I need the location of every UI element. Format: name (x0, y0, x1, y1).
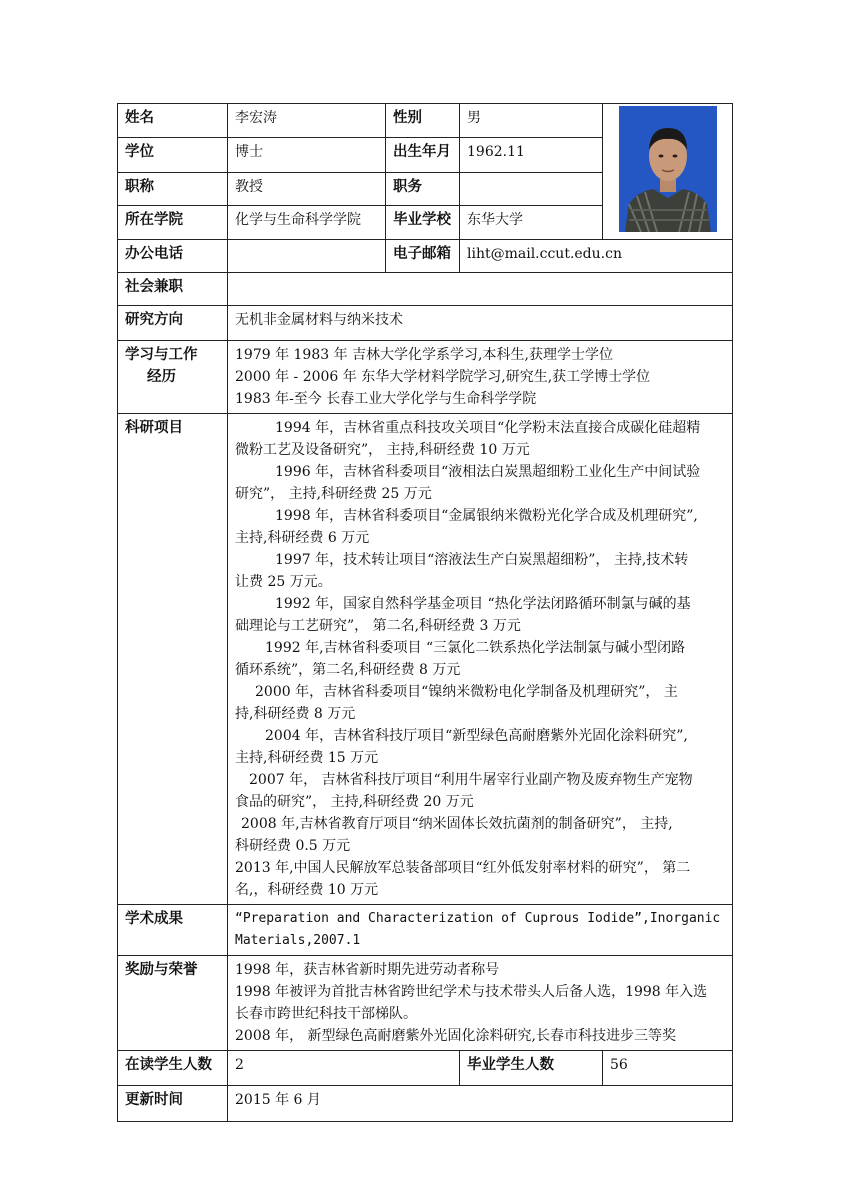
gender-label: 性别 (386, 104, 460, 138)
project-line: 础理论与工艺研究”， 第二名,科研经费 3 万元 (235, 618, 521, 634)
project-line: 循环系统”，第二名,科研经费 8 万元 (235, 662, 461, 678)
project-line: 科研经费 0.5 万元 (235, 838, 351, 854)
portrait-icon (619, 106, 717, 232)
project-line: 1998 年，吉林省科委项目“金属银纳米微粉光化学合成及机理研究”, (275, 508, 698, 524)
school-label: 毕业学校 (386, 205, 460, 239)
current-students-value: 2 (228, 1051, 460, 1086)
education-line: 1983 年-至今 长春工业大学化学与生命科学学院 (235, 391, 537, 407)
education-label-line1: 学习与工作 (125, 347, 198, 363)
project-line: 2004 年，吉林省科技厅项目“新型绿色高耐磨紫外光固化涂料研究”, (265, 728, 688, 744)
achievement-line: “Preparation and Characterization of Cuprous Iodide”,Inorganic (235, 911, 721, 926)
portrait-photo (619, 106, 717, 232)
project-line: 2008 年,吉林省教育厅项目“纳米固体长效抗菌剂的制备研究”， 主持, (241, 816, 673, 832)
phone-label: 办公电话 (118, 240, 228, 273)
education-content (228, 341, 733, 414)
project-line: 主持,科研经费 6 万元 (235, 530, 370, 546)
graduated-students-value: 56 (603, 1051, 733, 1086)
project-line: 2013 年,中国人民解放军总装备部项目“红外低发射率材料的研究”， 第二 (235, 860, 691, 876)
degree-value: 博士 (228, 138, 386, 172)
photo-cell (603, 104, 733, 240)
college-label: 所在学院 (118, 205, 228, 239)
project-line: 1997 年，技术转让项目“溶液法生产白炭黑超细粉”， 主持,技术转 (275, 552, 689, 568)
achievement-line: Materials,2007.1 (235, 933, 361, 948)
degree-label: 学位 (118, 138, 228, 172)
email-label: 电子邮箱 (386, 240, 460, 273)
project-line: 主持,科研经费 15 万元 (235, 750, 379, 766)
projects-label: 科研项目 (118, 414, 228, 905)
social-label: 社会兼职 (118, 273, 228, 306)
update-time-value: 2015 年 6 月 (228, 1086, 733, 1122)
birth-value: 1962.11 (460, 138, 603, 172)
gender-value: 男 (460, 104, 603, 138)
birth-label: 出生年月 (386, 138, 460, 172)
title-label: 职称 (118, 172, 228, 205)
project-line: 1996 年，吉林省科委项目“液相法白炭黑超细粉工业化生产中间试验 (275, 464, 701, 480)
education-label-line2: 经历 (147, 369, 176, 385)
award-line: 1998 年，获吉林省新时期先进劳动者称号 (235, 962, 500, 978)
awards-content (228, 956, 733, 1051)
project-line: 食品的研究”， 主持,科研经费 20 万元 (235, 794, 474, 810)
current-students-label: 在读学生人数 (118, 1051, 228, 1086)
social-value (228, 273, 733, 306)
project-line: 持,科研经费 8 万元 (235, 706, 356, 722)
title-value: 教授 (228, 172, 386, 205)
name-value: 李宏涛 (228, 104, 386, 138)
achievements-label: 学术成果 (118, 905, 228, 956)
award-line: 长春市跨世纪科技干部梯队。 (235, 1006, 417, 1022)
education-line: 2000 年 - 2006 年 东华大学材料学院学习,研究生,获工学博士学位 (235, 369, 651, 385)
award-line: 1998 年被评为首批吉林省跨世纪学术与技术带头人后备人选，1998 年入选 (235, 984, 708, 1000)
project-line: 1992 年，国家自然科学基金项目 “热化学法闭路循环制氯与碱的基 (275, 596, 691, 612)
profile-form (117, 103, 732, 1122)
project-line: 2000 年，吉林省科委项目“镍纳米微粉电化学制备及机理研究”， 主 (255, 684, 678, 700)
education-label (118, 341, 228, 414)
projects-content (228, 414, 733, 905)
research-label: 研究方向 (118, 306, 228, 341)
project-line: 名,，科研经费 10 万元 (235, 882, 379, 898)
education-line: 1979 年 1983 年 吉林大学化学系学习,本科生,获理学士学位 (235, 347, 613, 363)
profile-table (117, 103, 733, 1122)
project-line: 让费 25 万元。 (235, 574, 332, 590)
name-label: 姓名 (118, 104, 228, 138)
research-value: 无机非金属材料与纳米技术 (228, 306, 733, 341)
position-label: 职务 (386, 172, 460, 205)
phone-value (228, 240, 386, 273)
project-line: 研究”， 主持,科研经费 25 万元 (235, 486, 432, 502)
project-line: 2007 年， 吉林省科技厅项目“利用牛屠宰行业副产物及废弃物生产宠物 (249, 772, 693, 788)
graduated-students-label: 毕业学生人数 (460, 1051, 603, 1086)
achievements-content (228, 905, 733, 956)
project-line: 1992 年,吉林省科委项目 “三氯化二铁系热化学法制氯与碱小型闭路 (265, 640, 686, 656)
award-line: 2008 年， 新型绿色高耐磨紫外光固化涂料研究,长春市科技进步三等奖 (235, 1028, 676, 1044)
project-line: 1994 年，吉林省重点科技攻关项目“化学粉末法直接合成碳化硅超精 (275, 420, 701, 436)
project-line: 微粉工艺及设备研究”， 主持,科研经费 10 万元 (235, 442, 530, 458)
college-value: 化学与生命科学学院 (228, 205, 386, 239)
awards-label: 奖励与荣誉 (118, 956, 228, 1051)
position-value (460, 172, 603, 205)
school-value: 东华大学 (460, 205, 603, 239)
update-time-label: 更新时间 (118, 1086, 228, 1122)
email-value: liht@mail.ccut.edu.cn (460, 240, 733, 273)
